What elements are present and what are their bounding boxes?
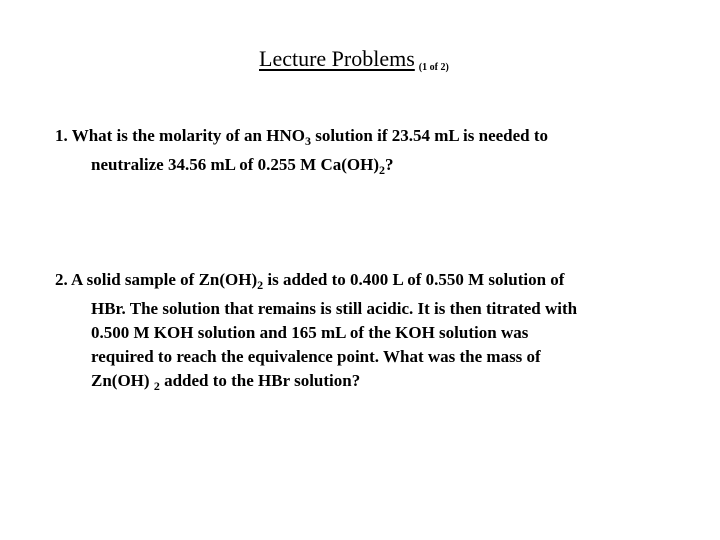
subscript: 2 bbox=[153, 379, 160, 393]
title-page-indicator: (1 of 2) bbox=[418, 62, 449, 73]
problem-2-line-3: 0.500 M KOH solution and 165 mL of the KOH solution was bbox=[91, 323, 529, 342]
problem-2-line-1 bbox=[55, 268, 577, 297]
problem-1 bbox=[55, 124, 548, 182]
problem-2-text-d: added to the HBr solution? bbox=[159, 371, 361, 390]
problem-1-line-2 bbox=[55, 153, 548, 182]
problem-2-text-a: 2. A solid sample of Zn(OH) bbox=[55, 270, 258, 289]
problem-1-text-b: solution if 23.54 mL is needed to bbox=[310, 126, 549, 145]
subscript: 2 bbox=[379, 163, 386, 177]
problem-2-line-5 bbox=[55, 369, 577, 398]
problem-2-line-2: HBr. The solution that remains is still acidic. It is then titrated with bbox=[91, 299, 578, 318]
problem-2 bbox=[55, 268, 577, 398]
subscript: 3 bbox=[304, 134, 311, 148]
problem-2-text-b: is added to 0.400 L of 0.550 M solution of bbox=[263, 270, 565, 289]
problem-1-text-d: ? bbox=[385, 155, 394, 174]
subscript: 2 bbox=[257, 278, 264, 292]
problem-1-line-1 bbox=[55, 124, 548, 153]
problem-1-text-a: 1. What is the molarity of an HNO bbox=[55, 126, 305, 145]
problem-2-text-c: Zn(OH) bbox=[91, 371, 154, 390]
page-title bbox=[259, 46, 449, 73]
problem-1-text-c: neutralize 34.56 mL of 0.255 M Ca(OH) bbox=[91, 155, 380, 174]
title-main: Lecture Problems bbox=[259, 46, 415, 71]
problem-2-line-4: required to reach the equivalence point. What was the mass of bbox=[91, 347, 541, 366]
